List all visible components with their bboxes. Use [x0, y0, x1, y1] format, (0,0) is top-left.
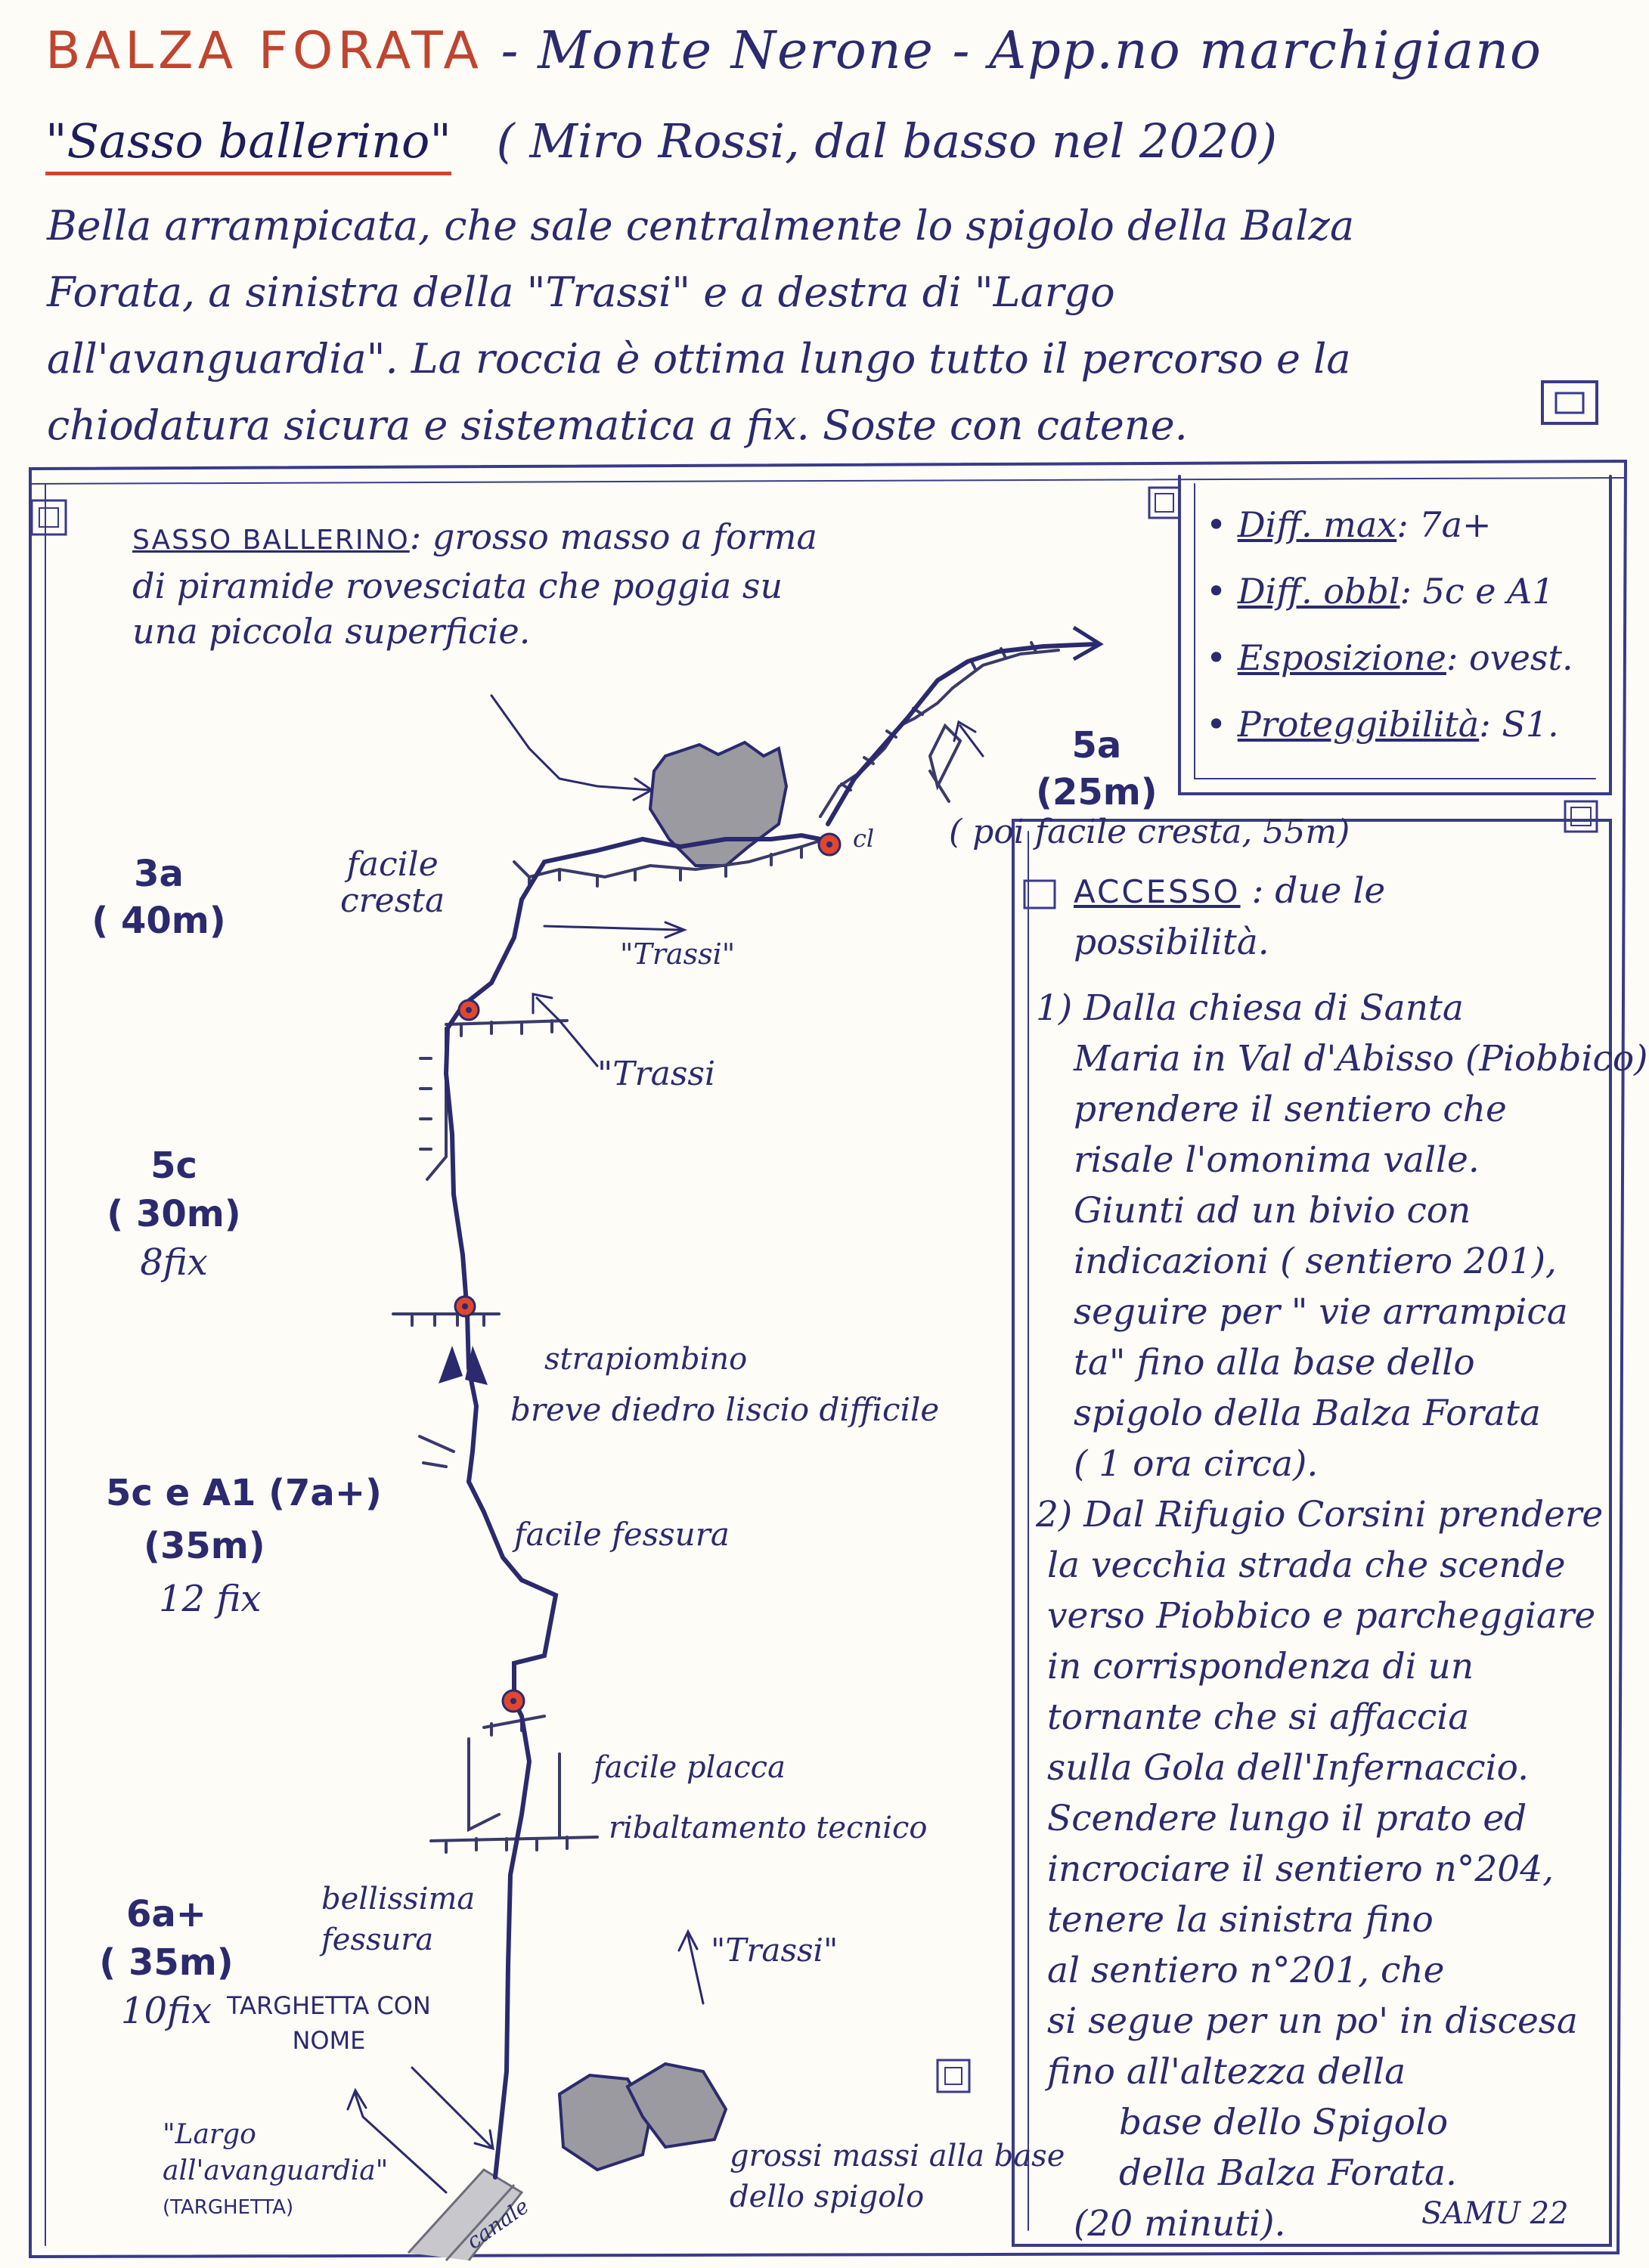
route-name: "Sasso ballerino" — [45, 113, 451, 175]
meander-icon — [1149, 488, 1179, 518]
pitch-length: ( 40m) — [91, 900, 226, 942]
sasso-note-line: una piccola superficie. — [132, 611, 531, 652]
author-signature: SAMU 22 — [1421, 2196, 1569, 2231]
pitch-length: (35m) — [144, 1525, 265, 1567]
sasso-note-line: di piramide rovesciata che poggia su — [132, 565, 783, 606]
access-line: prendere il sentiero che — [1074, 1089, 1507, 1130]
info-item: • Proteggibilità: S1. — [1206, 704, 1559, 745]
bellissima-fessura-label: bellissima fessura — [321, 1882, 476, 1957]
meander-icon — [1542, 382, 1597, 423]
pitch-fix: 10fix — [120, 1990, 212, 2032]
access-line: sulla Gola dell'Infernaccio. — [1047, 1747, 1530, 1789]
top-pitch-length: (25m) — [1036, 771, 1158, 813]
sasso-note — [132, 514, 817, 654]
info-item: • Diff. max: 7a+ — [1206, 504, 1492, 545]
trassi-low-arrow — [679, 1932, 703, 2003]
access-line: spigolo della Balza Forata — [1074, 1393, 1541, 1434]
access-line: della Balza Forata. — [1119, 2152, 1457, 2194]
intro-line: all'avanguardia". La roccia è ottima lungo tutto il percorso e la — [47, 335, 1351, 383]
access-line: (20 minuti). — [1074, 2203, 1286, 2245]
access-line: ta" fino alla base dello — [1074, 1342, 1475, 1383]
ribaltamento-label: ribaltamento tecnico — [609, 1811, 928, 1845]
access-line: in corrispondenza di un — [1047, 1646, 1474, 1687]
sasso-label: SASSO BALLERINO — [132, 525, 410, 556]
pitch-4 — [91, 1890, 242, 2035]
access-line: Scendere lungo il prato ed — [1047, 1798, 1527, 1839]
ledge-trassi — [446, 1021, 567, 1036]
intro-line: Bella arrampicata, che sale centralmente lo spigolo della Balza — [47, 202, 1355, 249]
targhetta-label: TARGHETTA CON NOME — [227, 1991, 431, 2055]
trassi-low-label: "Trassi" — [711, 1932, 838, 1969]
access-line: Maria in Val d'Abisso (Piobbico) — [1074, 1038, 1648, 1080]
facile-cresta-label: facile cresta — [340, 845, 445, 920]
access-line: base dello Spigolo — [1119, 2102, 1449, 2143]
strapiombino-label: strapiombino — [544, 1342, 748, 1377]
sasso-note-line: : grosso masso a forma — [409, 516, 817, 557]
facile-fessura-label: facile fessura — [514, 1516, 730, 1553]
ledge-belay3 — [484, 1716, 544, 1735]
pitch-grade: 3a — [134, 853, 184, 895]
pitch-grade: 5c e A1 (7a+) — [106, 1472, 382, 1514]
intro-line: Forata, a sinistra della "Trassi" e a destra di "Largo — [47, 268, 1115, 316]
pitch-2 — [106, 1142, 242, 1287]
meander-icon — [32, 500, 66, 534]
pitch-grade: 5c — [150, 1145, 197, 1187]
top-pitch-grade: 5a — [1071, 724, 1122, 767]
strapiombino-icon — [439, 1346, 488, 1385]
sasso-ballerino-rock — [650, 742, 786, 866]
access-line: indicazioni ( sentiero 201), — [1074, 1241, 1557, 1282]
grossi-massi-label: grossi massi alla base dello spigolo — [730, 2139, 1065, 2214]
pitch-length: ( 30m) — [107, 1193, 241, 1235]
trassi-mid-label: "Trassi — [597, 1055, 716, 1093]
meander-icon — [1565, 801, 1597, 832]
access-line: tornante che si affaccia — [1047, 1696, 1470, 1738]
pitch-fix: 8fix — [140, 1241, 208, 1284]
access-title: ACCESSO — [1074, 873, 1241, 910]
access-line: 2) Dal Rifugio Corsini prendere — [1036, 1494, 1604, 1535]
title-rest: - Monte Nerone - App.no marchigiano — [501, 21, 1542, 81]
access-line: fino all'altezza della — [1047, 2051, 1406, 2093]
access-text — [1036, 983, 1647, 2249]
facile-placca-label: facile placca — [594, 1750, 786, 1785]
access-line: al sentiero n°201, che — [1047, 1950, 1445, 1991]
pitch-grade: 6a+ — [126, 1893, 206, 1935]
access-line: verso Piobbico e parcheggiare — [1047, 1595, 1596, 1637]
access-line: la vecchia strada che scende — [1047, 1545, 1566, 1586]
base-boulders — [559, 2064, 726, 2170]
access-line: si segue per un po' in discesa — [1047, 2000, 1578, 2042]
pitch-3 — [106, 1467, 408, 1625]
pitch-fix: 12 fix — [159, 1578, 262, 1620]
title-main: BALZA FORATA — [45, 21, 483, 81]
top-pitch-note: ( poi facile cresta, 55m) — [949, 813, 1350, 851]
targhetta-arrow — [412, 2068, 493, 2149]
trassi-top-arrow — [544, 922, 684, 937]
access-line: seguire per " vie arrampica — [1074, 1291, 1568, 1333]
info-item: • Diff. obbl: 5c e A1 — [1206, 571, 1554, 612]
access-line: incrociare il sentiero n°204, — [1047, 1848, 1554, 1890]
intro-line: chiodatura sicura e sistematica a fix. Soste con catene. — [47, 401, 1188, 449]
pitch-1 — [91, 850, 227, 944]
info-box — [1206, 491, 1573, 758]
trassi-mid-arrow — [533, 994, 597, 1066]
access-line: risale l'omonima valle. — [1074, 1139, 1480, 1181]
access-heading: ACCESSO : due le possibilità. — [1074, 870, 1386, 963]
info-item: • Esposizione: ovest. — [1206, 637, 1573, 678]
chain-label: cl — [853, 824, 875, 853]
largo-label: "Largo all'avanguardia" (TARGHETTA) — [163, 2119, 389, 2219]
ledge-belay2 — [393, 1314, 499, 1325]
access-line: ( 1 ora circa). — [1074, 1443, 1319, 1485]
top-pitch — [1036, 722, 1158, 816]
meander-icon — [938, 2060, 969, 2092]
sasso-arrow — [491, 696, 652, 800]
access-line: tenere la sinistra fino — [1047, 1899, 1434, 1941]
canale-label: canale — [461, 2193, 534, 2254]
trassi-top-label: "Trassi" — [620, 937, 736, 971]
breve-diedro-label: breve diedro liscio difficile — [510, 1391, 940, 1428]
access-line: Giunti ad un bivio con — [1074, 1190, 1471, 1232]
pitch-length: ( 35m) — [99, 1941, 234, 1984]
access-line: 1) Dalla chiesa di Santa — [1036, 987, 1464, 1029]
route-credit: ( Miro Rossi, dal basso nel 2020) — [496, 113, 1278, 169]
